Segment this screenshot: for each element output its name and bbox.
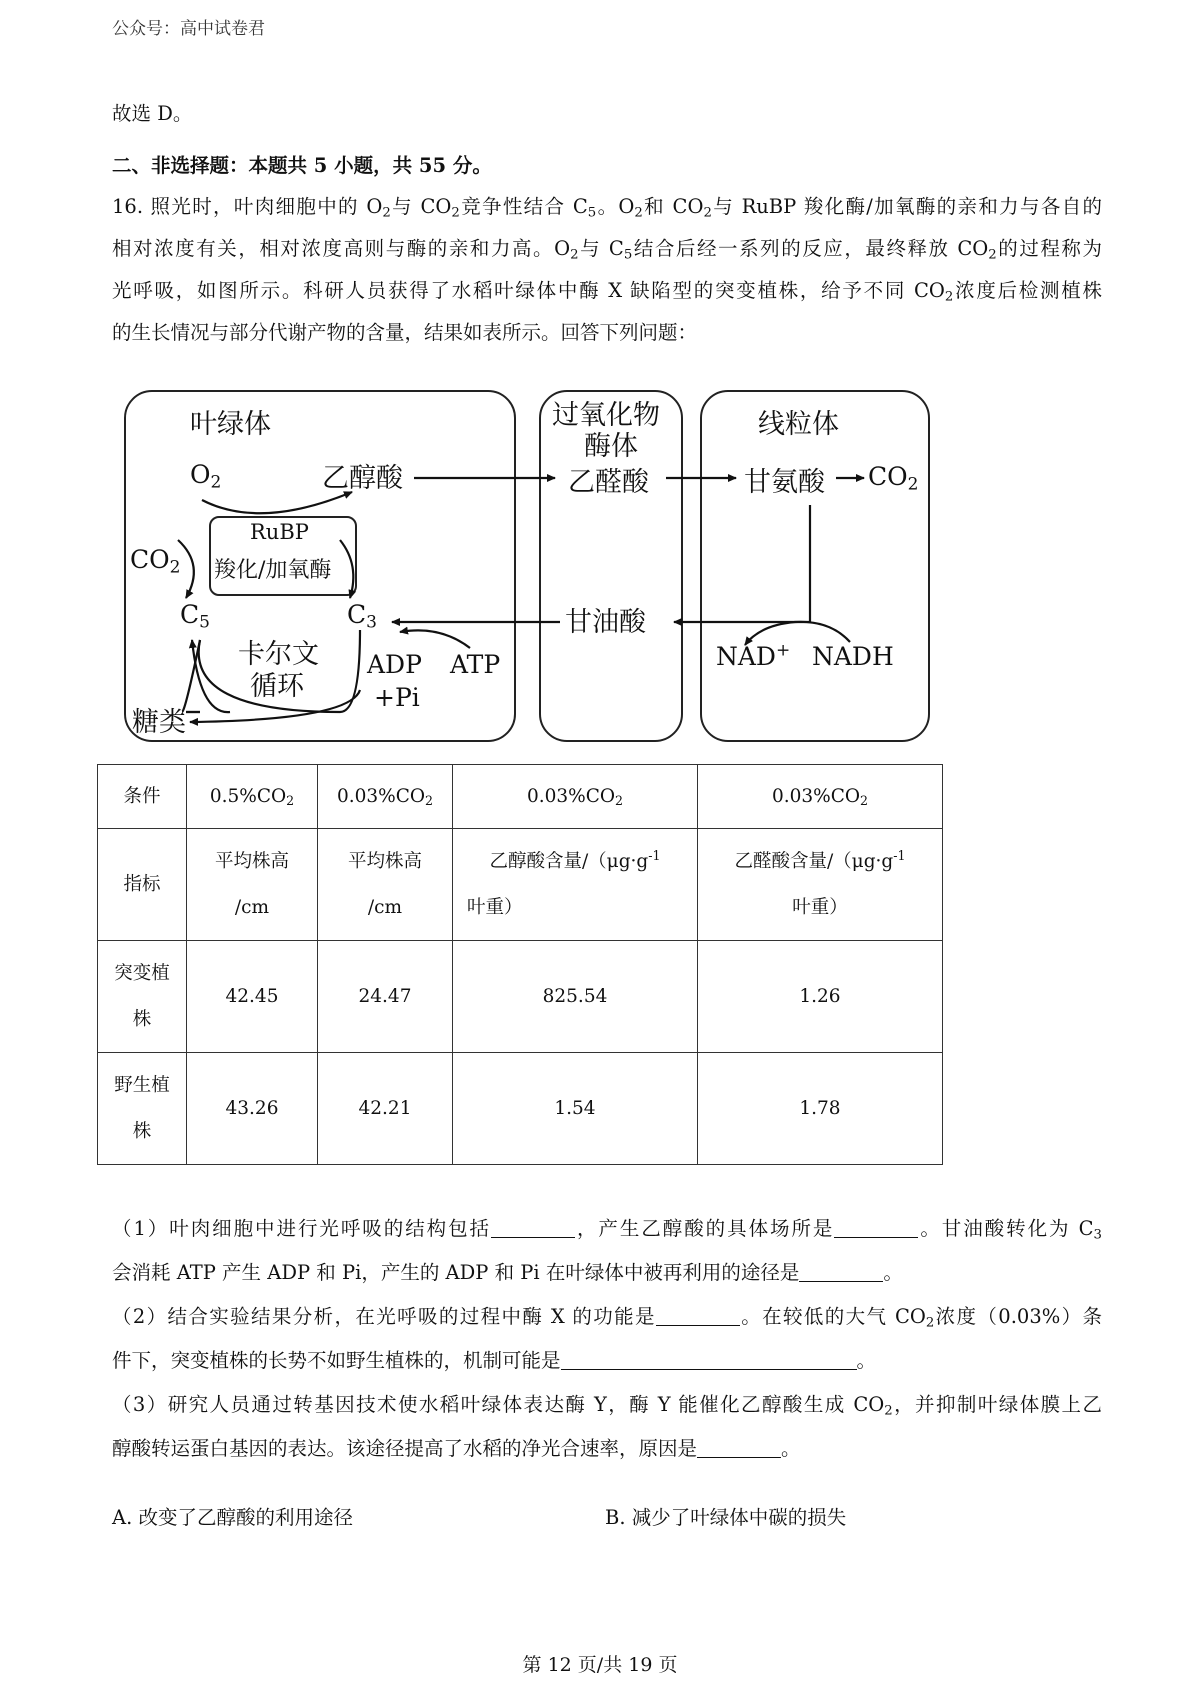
table-row — [98, 765, 943, 829]
sugar-label: 糖类 — [132, 707, 186, 738]
nadh-label: NADH — [812, 642, 894, 671]
table-cell: 43.26 — [187, 1053, 318, 1165]
glycerate-label: 甘油酸 — [565, 607, 646, 638]
question-16-stem: 16. 照光时，叶肉细胞中的 $O_2$与 $CO_2$竞争性结合 $C_5$。$O_2$和 $CO_2$与 RuBP 羧化酶/加氧酶的亲和力与各自的 相对浓度有关，相对浓度高则与酶的亲和力高。$O_2$与 $C_5$结合后经一系列的反应，最终释放 $CO_2$的过程称为 光呼吸，如图所示。科研人员获得了水稻叶绿体中酶 X 缺陷型的突变植株，给予不同 $CO_2$浓度后检测植株 的生长情况与部分代谢产物的含量，结果如表所示。回答下列问题： — [112, 195, 1102, 344]
table-cell: 1.78 — [698, 1053, 943, 1165]
table-cell: 42.45 — [187, 941, 318, 1053]
table-cell: 825.54 — [453, 941, 698, 1053]
table-cell: 1.26 — [698, 941, 943, 1053]
page-header: 公众号：高中试卷君 — [112, 19, 265, 39]
page-footer: 第 12 页/共 19 页 — [522, 1654, 678, 1676]
atp-label: ATP — [450, 650, 501, 679]
table-cell: 24.47 — [318, 941, 453, 1053]
adp-label: ADP — [367, 650, 422, 679]
co2-input-label: $CO_2$ — [130, 545, 181, 578]
table-cell: 条件 — [98, 765, 187, 829]
peroxisome-label-2: 酶体 — [584, 431, 638, 462]
peroxisome-label-1: 过氧化物 — [552, 400, 660, 431]
question-2-line-2: 件下，突变植株的长势不如野生植株的，机制可能是 。 — [112, 1349, 877, 1372]
co2-release-label: $CO_2$ — [868, 462, 919, 495]
answer-line: 故选 D。 — [112, 102, 193, 125]
question-1-line-2: 会消耗 ATP 产生 ADP 和 Pi，产生的 ADP 和 Pi 在叶绿体中被再利用的途径是 。 — [112, 1261, 903, 1284]
table-cell: 1.54 — [453, 1053, 698, 1165]
o2-label: $O_2$ — [190, 460, 222, 493]
results-table — [97, 764, 943, 1165]
table-cell: 野生植 株 — [98, 1053, 187, 1165]
question-3-line-1: （3）研究人员通过转基因技术使水稻叶绿体表达酶 Y，酶 Y 能催化乙醇酸生成 $CO_2$，并抑制叶绿体膜上乙 — [112, 1393, 1102, 1419]
table-cell: 42.21 — [318, 1053, 453, 1165]
answer-blank[interactable] — [561, 1349, 857, 1370]
table-cell: 乙醇酸含量$/(\mu g\cdot g^{-1}$ 叶重） — [453, 829, 698, 941]
table-row — [98, 829, 943, 941]
table-cell: 乙醛酸含量$/(\mu g\cdot g^{-1}$ 叶重） — [698, 829, 943, 941]
diagram-arrows — [0, 0, 1200, 760]
arrow-atp-to-adp — [400, 630, 470, 648]
glyoxylate-label: 乙醛酸 — [568, 467, 649, 498]
c3-label: $C_3$ — [347, 600, 377, 633]
table-cell: 平均株高 /cm — [318, 829, 453, 941]
arrow-nadh-to-nad — [745, 622, 850, 645]
section-title: 二、非选择题：本题共 5 小题，共 55 分。 — [112, 154, 492, 177]
option-b[interactable]: B. 减少了叶绿体中碳的损失 — [605, 1506, 847, 1529]
table-cell: 平均株高 /cm — [187, 829, 318, 941]
calvin-cycle-right — [199, 630, 360, 712]
answer-blank[interactable] — [799, 1261, 883, 1282]
glycine-label: 甘氨酸 — [744, 467, 825, 498]
table-cell: $0.03\%CO_2$ — [453, 765, 698, 829]
question-3-line-2: 醇酸转运蛋白基因的表达。该途径提高了水稻的净光合速率，原因是 。 — [112, 1437, 801, 1460]
table-cell: 突变植 株 — [98, 941, 187, 1053]
rubp-label: RuBP — [250, 520, 309, 544]
arrow-o2-to-glycolate — [202, 492, 352, 513]
photorespiration-diagram — [0, 0, 1200, 760]
question-2-line-1: （2）结合实验结果分析，在光呼吸的过程中酶 X 的功能是 。在较低的大气 $CO_2$浓度（0.03%）条 — [112, 1305, 1102, 1331]
c5-label: $C_5$ — [180, 600, 210, 633]
arrow-to-sugar — [190, 690, 360, 722]
calvin-label-2: 循环 — [250, 671, 304, 702]
table-cell: $0.03\%CO_2$ — [318, 765, 453, 829]
table-cell: 指标 — [98, 829, 187, 941]
chloroplast-label: 叶绿体 — [190, 409, 271, 440]
table-row — [98, 941, 943, 1053]
table-cell: $0.03\%CO_2$ — [698, 765, 943, 829]
answer-blank[interactable] — [656, 1305, 740, 1326]
answer-blank[interactable] — [697, 1437, 781, 1458]
rubp-enzyme-label: 羧化/加氧酶 — [214, 558, 332, 583]
sub-questions — [112, 1207, 1102, 1471]
answer-blank[interactable] — [491, 1217, 575, 1238]
glycolate-label: 乙醇酸 — [322, 463, 403, 494]
question-1-line-1: （1）叶肉细胞中进行光呼吸的结构包括 ，产生乙醇酸的具体场所是 。甘油酸转化为 $C_3$ — [112, 1217, 1102, 1243]
option-a[interactable]: A. 改变了乙醇酸的利用途径 — [112, 1506, 353, 1529]
mitochondria-label: 线粒体 — [758, 409, 839, 440]
arrow-enzyme-to-c3 — [340, 540, 353, 598]
calvin-label-1: 卡尔文 — [238, 639, 319, 670]
nad-label: NAD+ — [716, 640, 791, 671]
table-row — [98, 1053, 943, 1165]
table-cell: $0.5\%CO_2$ — [187, 765, 318, 829]
pi-label: +Pi — [374, 683, 420, 712]
answer-blank[interactable] — [834, 1217, 918, 1238]
arrow-co2-to-c5 — [178, 540, 194, 598]
